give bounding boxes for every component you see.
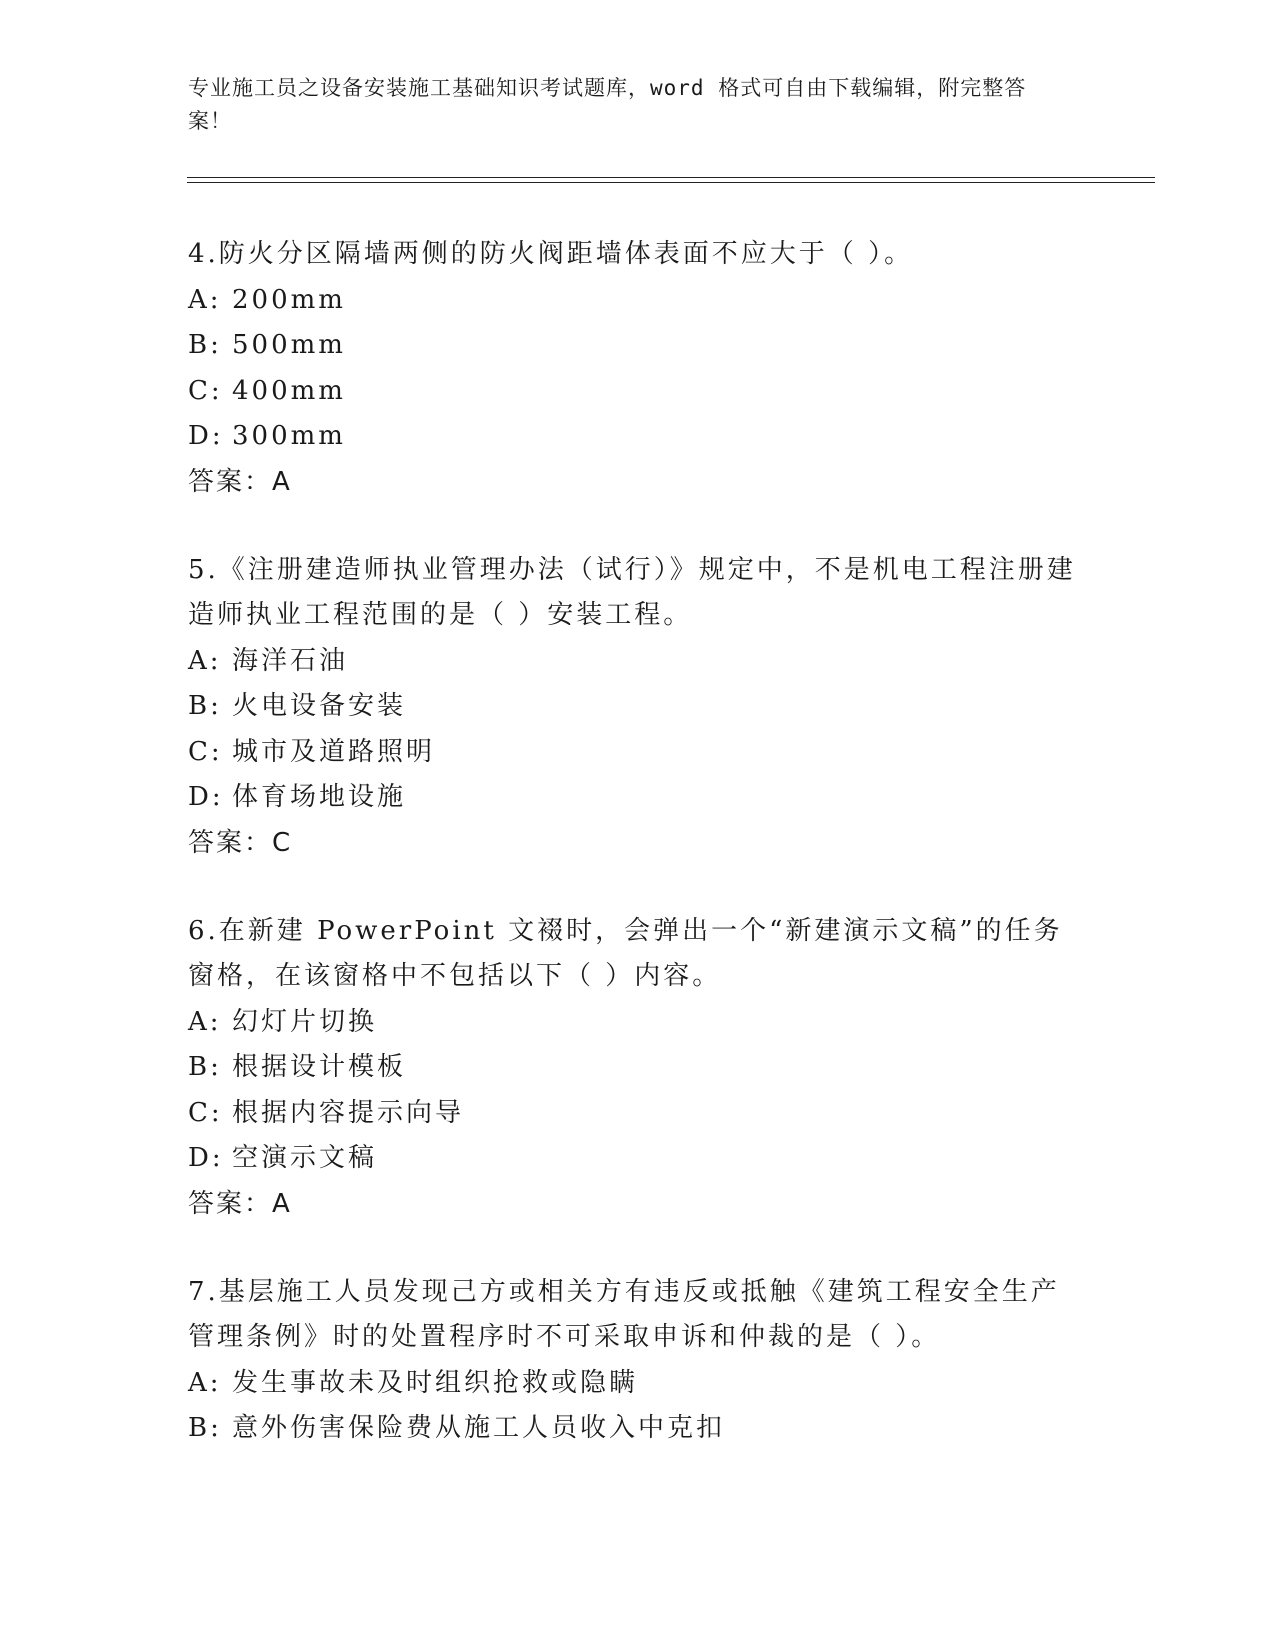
- option-text: 幻灯片切换: [232, 1006, 378, 1037]
- option-d: [188, 414, 1088, 460]
- option-text: 城市及道路照明: [232, 736, 436, 767]
- option-b: [188, 1406, 1088, 1452]
- option-text: 根据设计模板: [232, 1052, 407, 1082]
- option-letter: B:: [188, 1413, 222, 1443]
- question-7: [188, 1270, 1088, 1452]
- option-letter: B:: [188, 691, 222, 721]
- question-stem: 7.基层施工人员发现己方或相关方有违反或抵触《建筑工程安全生产管理条例》时的处置程序时不可采取申诉和仲裁的是（ ）。: [188, 1276, 1060, 1352]
- question-4: [188, 232, 1088, 504]
- option-text: 空演示文稿: [232, 1143, 378, 1173]
- option-letter: C:: [188, 1097, 223, 1128]
- option-letter: A:: [188, 1367, 222, 1398]
- document-header: 专业施工员之设备安装施工基础知识考试题库，word 格式可自由下载编辑，附完整答案！: [188, 76, 1027, 133]
- answer-line: 答案：A: [188, 466, 292, 497]
- header-divider-top: [187, 177, 1155, 178]
- question-stem: 5.《注册建造师执业管理办法（试行）》规定中，不是机电工程注册建造师执业工程范围的是（ ）安装工程。: [188, 554, 1076, 630]
- option-text: 意外伤害保险费从施工人员收入中克扣: [232, 1413, 726, 1443]
- option-letter: B:: [188, 330, 222, 360]
- option-text: 火电设备安装: [232, 691, 407, 721]
- option-text: 500mm: [232, 330, 346, 360]
- option-a: [188, 1361, 1088, 1407]
- option-c: [188, 1091, 1088, 1137]
- option-letter: D:: [188, 421, 224, 451]
- answer-line: 答案：A: [188, 1188, 292, 1219]
- question-list: [188, 232, 1088, 1496]
- option-letter: A:: [188, 1006, 222, 1037]
- option-b: [188, 684, 1088, 730]
- option-letter: A:: [188, 645, 222, 676]
- option-text: 300mm: [232, 421, 346, 451]
- option-text: 400mm: [232, 375, 346, 406]
- option-c: [188, 730, 1088, 776]
- option-letter: D:: [188, 782, 224, 812]
- option-letter: C:: [188, 736, 223, 767]
- option-a: [188, 639, 1088, 685]
- option-text: 200mm: [232, 284, 346, 315]
- option-text: 根据内容提示向导: [232, 1097, 465, 1128]
- question-stem: 4.防火分区隔墙两侧的防火阀距墙体表面不应大于（ ）。: [188, 239, 914, 269]
- option-letter: A:: [188, 284, 222, 315]
- option-d: [188, 775, 1088, 821]
- option-text: 体育场地设施: [232, 782, 407, 812]
- question-6: [188, 909, 1088, 1226]
- option-letter: D:: [188, 1143, 224, 1173]
- question-5: [188, 548, 1088, 865]
- option-d: [188, 1136, 1088, 1182]
- question-stem: 6.在新建 PowerPoint 文裰时，会弹出一个“新建演示文稿”的任务窗格，在该窗格中不包括以下（ ）内容。: [188, 915, 1063, 991]
- option-text: 海洋石油: [232, 645, 349, 676]
- option-b: [188, 323, 1088, 369]
- option-text: 发生事故未及时组织抢救或隐瞒: [232, 1367, 639, 1398]
- option-a: [188, 278, 1088, 324]
- option-c: [188, 369, 1088, 415]
- option-a: [188, 1000, 1088, 1046]
- header-divider-bottom: [187, 182, 1155, 183]
- option-letter: C:: [188, 375, 223, 406]
- option-letter: B:: [188, 1052, 222, 1082]
- option-b: [188, 1045, 1088, 1091]
- answer-line: 答案：C: [188, 827, 293, 858]
